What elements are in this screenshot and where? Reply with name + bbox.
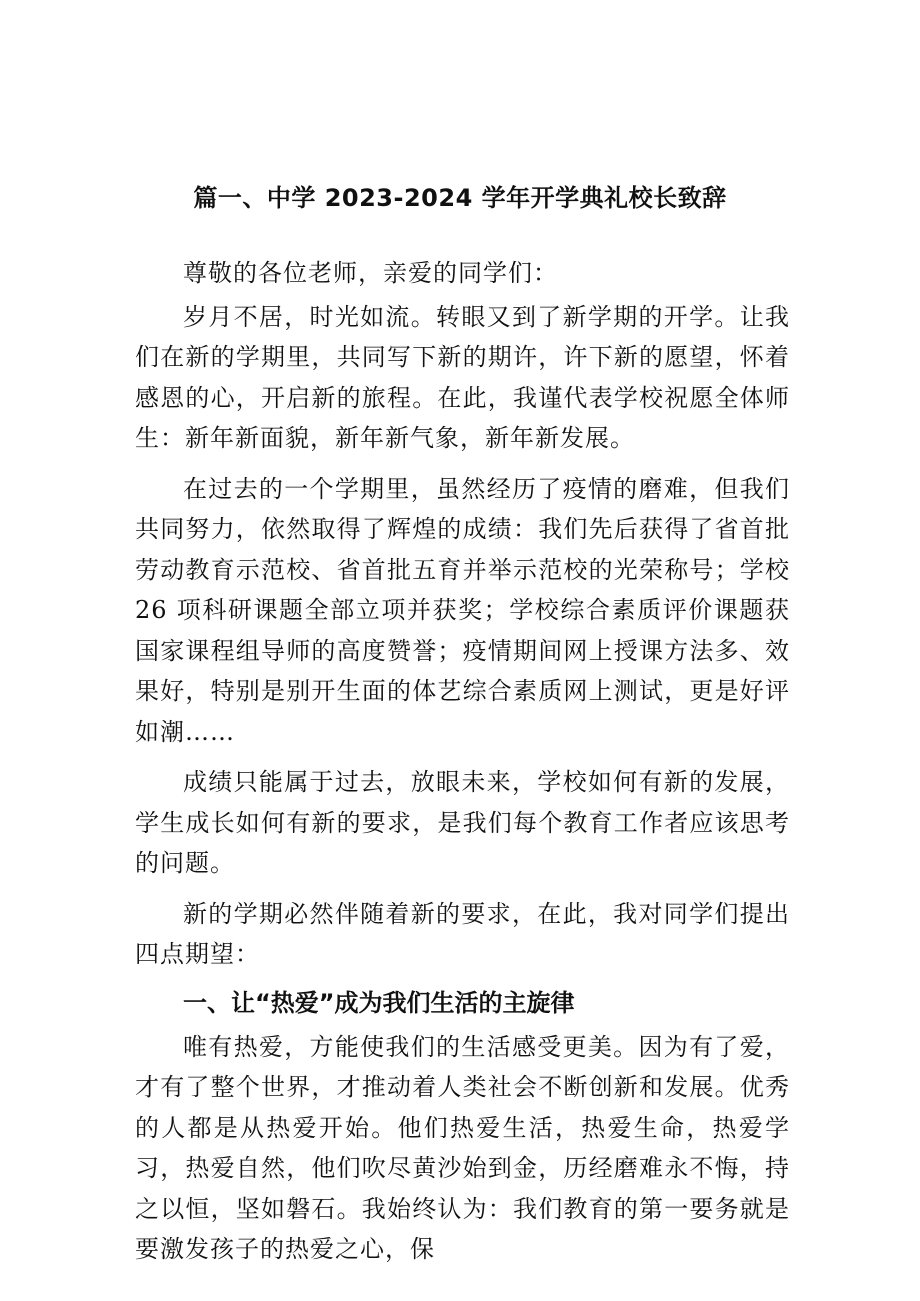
paragraph-expectations: 新的学期必然伴随着新的要求，在此，我对同学们提出四点期望： <box>135 899 790 968</box>
document-title: 篇一、中学 2023-2024 学年开学典礼校长致辞 <box>193 184 727 212</box>
paragraph-love: 唯有热爱，方能使我们的生活感受更美。因为有了爱，才有了整个世界，才推动着人类社会不断创新和发展。优秀的人都是从热爱开始。他们热爱生活，热爱生命，热爱学习，热爱自然，他们吹尽黄沙始到金，历经磨难永不悔，持之以恒，坚如磐石。我始终认为：我们教育的第一要务就是要激发孩子的热爱之心，保 <box>135 1032 790 1263</box>
greeting-paragraph: 尊敬的各位老师，亲爱的同学们： <box>183 259 558 287</box>
paragraph-opening: 岁月不居，时光如流。转眼又到了新学期的开学。让我们在新的学期里，共同写下新的期许，许下新的愿望，怀着感恩的心，开启新的旅程。在此，我谨代表学校祝愿全体师生：新年新面貌，新年新气象，新年新发展。 <box>135 302 790 452</box>
paragraph-achievements: 在过去的一个学期里，虽然经历了疫情的磨难，但我们共同努力，依然取得了辉煌的成绩：我们先后获得了省首批劳动教育示范校、省首批五育并举示范校的光荣称号；学校 26 项科研课题全部立项并获奖；学校综合素质评价课题获国家课程组导师的高度赞誉；疫情期间网上授课方法多、效果好，特别是别开生面的体艺综合素质网上测试，更是好评如潮…… <box>135 474 790 746</box>
paragraph-future: 成绩只能属于过去，放眼未来，学校如何有新的发展，学生成长如何有新的要求，是我们每个教育工作者应该思考的问题。 <box>135 768 790 877</box>
document-body <box>135 253 790 1270</box>
section-heading-love: 一、让“热爱”成为我们生活的主旋律 <box>183 988 575 1017</box>
